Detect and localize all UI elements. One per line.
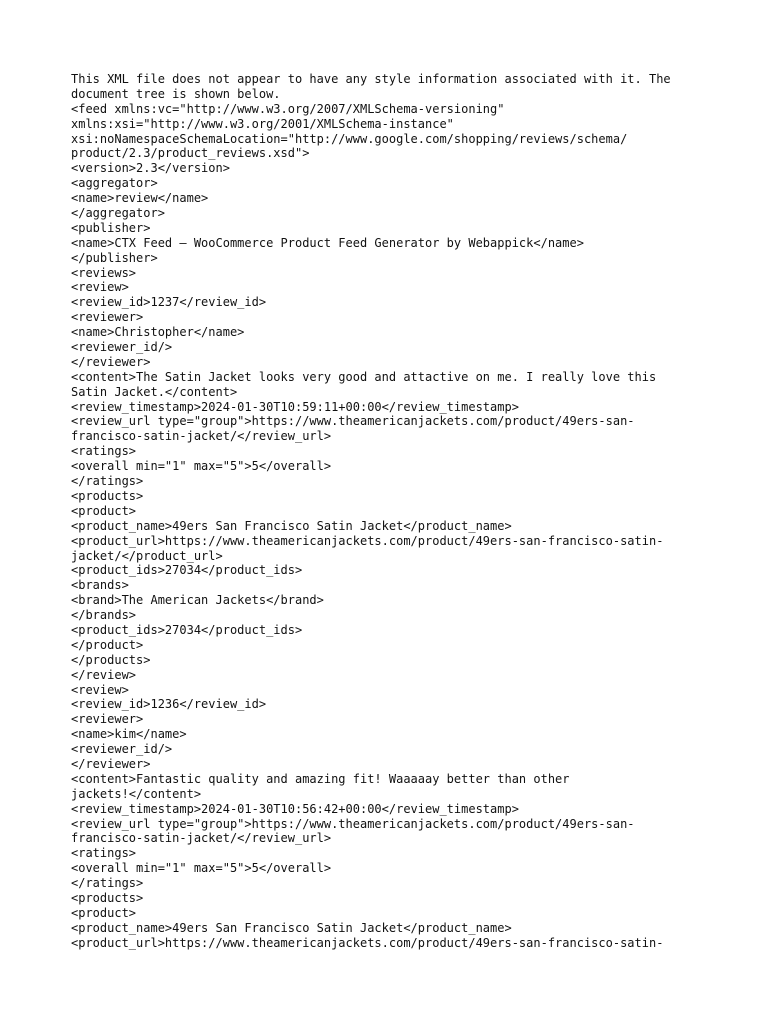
xml-line: </reviewer> xyxy=(71,756,151,771)
xml-line: xsi:noNamespaceSchemaLocation="http://www.google.com/shopping/reviews/schema/ xyxy=(71,131,628,146)
xml-line: product/2.3/product_reviews.xsd"> xyxy=(71,146,310,161)
xml-line: xmlns:xsi="http://www.w3.org/2001/XMLSchema-instance" xyxy=(71,116,454,131)
xml-line: <reviewer_id/> xyxy=(71,340,173,355)
xml-line: <content>Fantastic quality and amazing fit! Waaaaay better than other xyxy=(71,771,570,786)
xml-line: <ratings> xyxy=(71,444,137,459)
xml-line: <products> xyxy=(71,488,144,503)
xml-line: Satin Jacket.</content> xyxy=(71,384,238,399)
xml-line: <name>review</name> xyxy=(71,191,209,206)
xml-line: <name>Christopher</name> xyxy=(71,325,245,340)
xml-line: document tree is shown below. xyxy=(71,86,281,101)
xml-line: jacket/</product_url> xyxy=(71,548,223,563)
xml-line: <product_url>https://www.theamericanjackets.com/product/49ers-san-francisco-satin- xyxy=(71,533,664,548)
xml-line: <reviewer_id/> xyxy=(71,742,173,757)
xml-line: <review_timestamp>2024-01-30T10:59:11+00:00</review_timestamp> xyxy=(71,399,519,414)
xml-line: <product_ids>27034</product_ids> xyxy=(71,563,303,578)
xml-line: </brands> xyxy=(71,608,137,623)
xml-line: <name>CTX Feed – WooCommerce Product Feed Generator by Webappick</name> xyxy=(71,235,584,250)
xml-line: <brand>The American Jackets</brand> xyxy=(71,593,324,608)
xml-line: <products> xyxy=(71,890,144,905)
xml-line: </publisher> xyxy=(71,250,158,265)
xml-line: <reviewer> xyxy=(71,712,144,727)
xml-line: This XML file does not appear to have any style information associated with it. The xyxy=(71,72,671,86)
xml-line: </products> xyxy=(71,652,151,667)
xml-line: <product_ids>27034</product_ids> xyxy=(71,622,303,637)
xml-line: <ratings> xyxy=(71,846,137,861)
xml-line: </product> xyxy=(71,637,144,652)
xml-line: <review_url type="group">https://www.theamericanjackets.com/product/49ers-san- xyxy=(71,414,635,429)
xml-line: francisco-satin-jacket/</review_url> xyxy=(71,429,332,444)
xml-line: <review> xyxy=(71,280,129,295)
xml-line: <review_timestamp>2024-01-30T10:56:42+00:00</review_timestamp> xyxy=(71,801,519,816)
xml-line: <product> xyxy=(71,905,137,920)
xml-line: </aggregator> xyxy=(71,206,165,221)
xml-line: francisco-satin-jacket/</review_url> xyxy=(71,831,332,846)
xml-line: jackets!</content> xyxy=(71,786,202,801)
xml-line: <review> xyxy=(71,682,129,697)
xml-line: <aggregator> xyxy=(71,176,158,191)
xml-line: <product_name>49ers San Francisco Satin Jacket</product_name> xyxy=(71,518,512,533)
xml-line: <brands> xyxy=(71,578,129,593)
xml-line: <publisher> xyxy=(71,220,151,235)
xml-line: <product_name>49ers San Francisco Satin Jacket</product_name> xyxy=(71,920,512,935)
xml-line: <name>kim</name> xyxy=(71,727,187,742)
xml-line: <feed xmlns:vc="http://www.w3.org/2007/XMLSchema-versioning" xyxy=(71,101,505,116)
xml-line: <review_url type="group">https://www.theamericanjackets.com/product/49ers-san- xyxy=(71,816,635,831)
xml-line: <review_id>1237</review_id> xyxy=(71,295,267,310)
xml-line: </ratings> xyxy=(71,474,144,489)
xml-document-page xyxy=(71,72,711,951)
xml-line: <content>The Satin Jacket looks very good and attactive on me. I really love this xyxy=(71,369,657,384)
xml-line: <overall min="1" max="5">5</overall> xyxy=(71,861,332,876)
xml-line: <overall min="1" max="5">5</overall> xyxy=(71,459,332,474)
xml-line: <product> xyxy=(71,503,137,518)
xml-line: <review_id>1236</review_id> xyxy=(71,697,267,712)
xml-line: <reviewer> xyxy=(71,310,144,325)
xml-line: <reviews> xyxy=(71,265,137,280)
xml-line: </reviewer> xyxy=(71,354,151,369)
xml-line: </ratings> xyxy=(71,876,144,891)
xml-line: </review> xyxy=(71,667,137,682)
xml-line: <version>2.3</version> xyxy=(71,161,230,176)
xml-line: <product_url>https://www.theamericanjackets.com/product/49ers-san-francisco-satin- xyxy=(71,935,664,950)
